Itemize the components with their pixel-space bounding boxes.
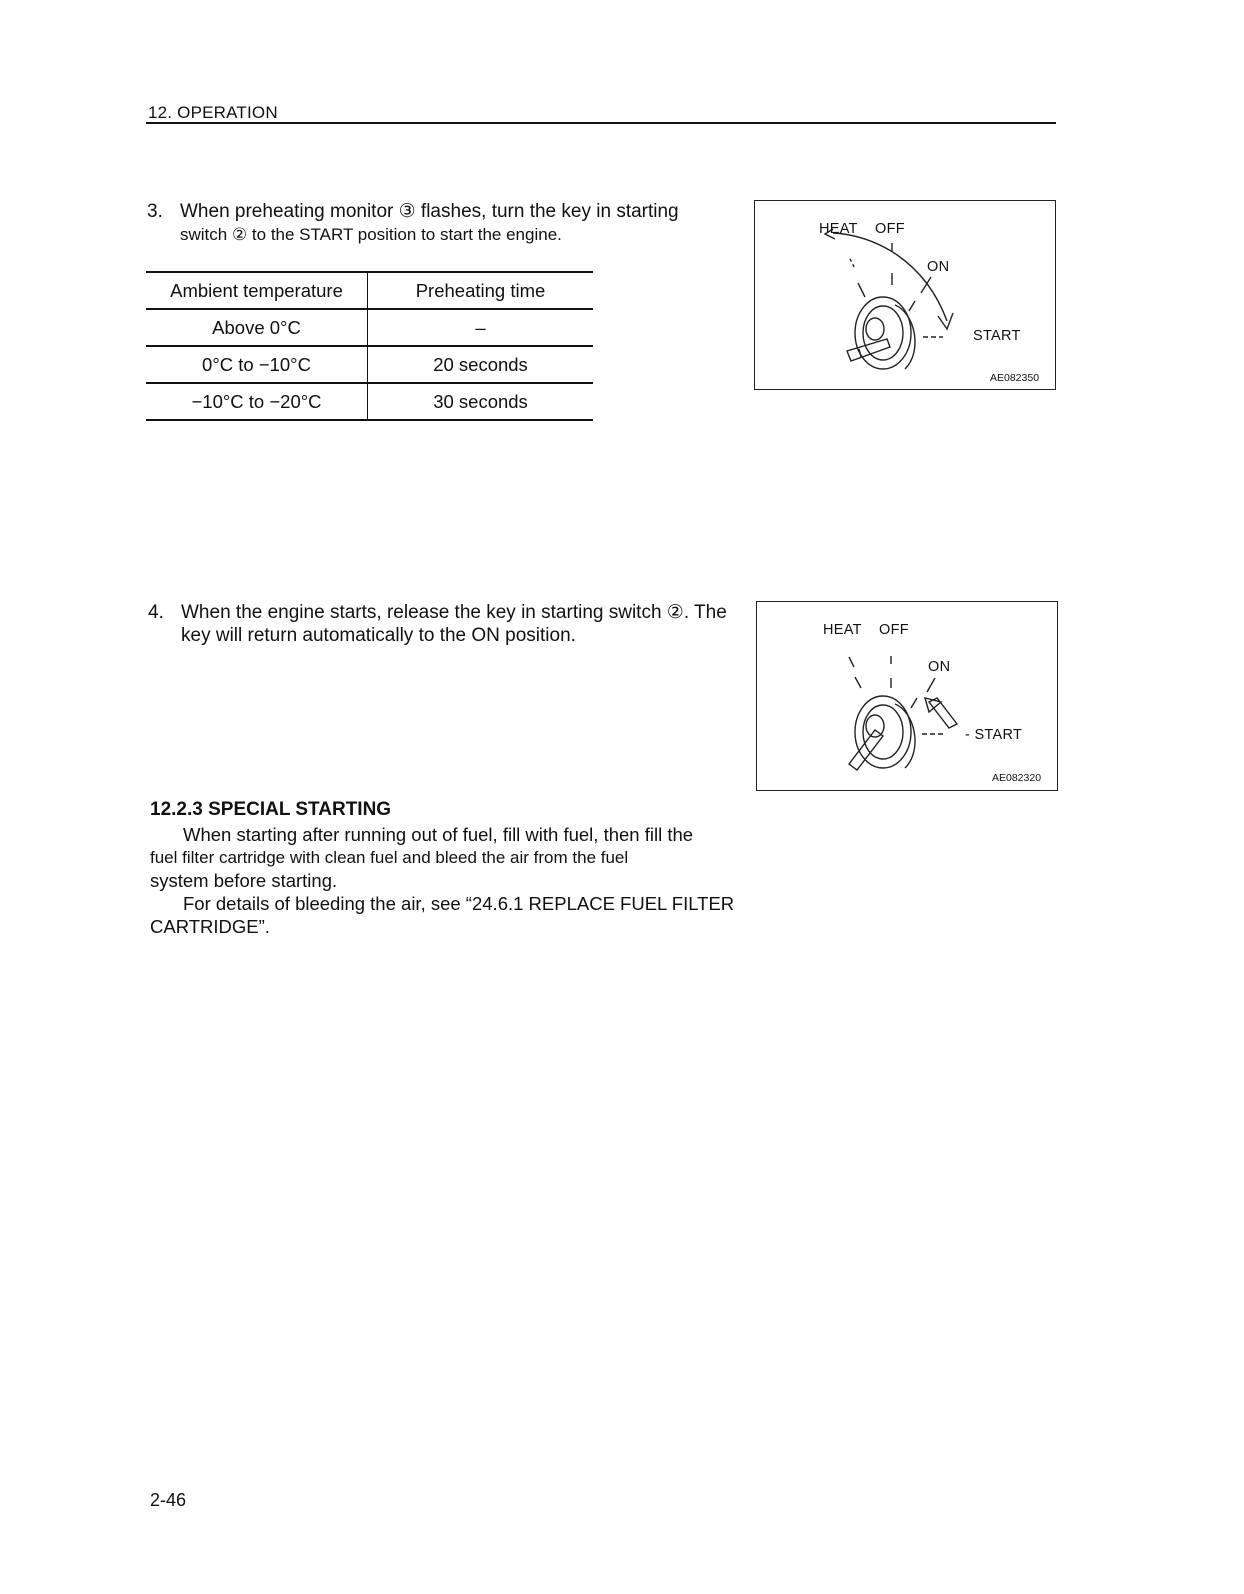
step-3-line-2: switch ② to the START position to start the engine. <box>180 225 562 244</box>
table-row <box>146 383 593 420</box>
table-cell: 30 seconds <box>368 383 594 420</box>
table-cell: – <box>368 309 594 346</box>
table-row <box>146 309 593 346</box>
figure-code: AE082320 <box>992 772 1042 784</box>
table-row <box>146 346 593 383</box>
preheating-table <box>146 271 593 421</box>
table-cell: 20 seconds <box>368 346 594 383</box>
paragraph-line: system before starting. <box>150 870 338 891</box>
label-off: OFF <box>879 622 909 638</box>
label-heat: HEAT <box>823 622 862 638</box>
section-heading-special-starting: 12.2.3 SPECIAL STARTING <box>150 799 392 820</box>
step-3-line-1: When preheating monitor ③ flashes, turn the key in starting <box>180 201 679 222</box>
step-4-number: 4. <box>148 602 164 623</box>
column-header-preheating-time: Preheating time <box>368 272 594 309</box>
label-start: - START <box>965 727 1023 743</box>
step-4-line-1: When the engine starts, release the key in starting switch ②. The <box>181 602 727 623</box>
paragraph-line-text: When starting after running out of fuel, fill with fuel, then fill the <box>183 824 694 845</box>
paragraph-line: fuel filter cartridge with clean fuel and bleed the air from the fuel <box>150 848 629 867</box>
paragraph-line <box>150 892 750 915</box>
label-on: ON <box>928 659 951 675</box>
paragraph-line: CARTRIDGE”. <box>150 916 270 937</box>
step-4-text <box>181 601 746 647</box>
table-cell: Above 0°C <box>146 309 368 346</box>
key-switch-start-illustration <box>755 201 1055 389</box>
figure-key-return-on-position <box>756 601 1058 791</box>
table-cell: 0°C to −10°C <box>146 346 368 383</box>
step-3-number: 3. <box>147 201 163 222</box>
table-cell: −10°C to −20°C <box>146 383 368 420</box>
step-3-text <box>180 200 745 246</box>
column-header-ambient-temperature: Ambient temperature <box>146 272 368 309</box>
figure-code: AE082350 <box>990 372 1040 384</box>
step-4 <box>148 601 748 651</box>
label-off: OFF <box>875 221 905 237</box>
page-number: 2-46 <box>150 1490 187 1510</box>
label-heat: HEAT <box>819 221 858 237</box>
special-starting-paragraph-1 <box>150 823 750 892</box>
header-rule <box>146 122 1056 124</box>
paragraph-line-text: For details of bleeding the air, see “24.6.1 REPLACE FUEL FILTER <box>183 893 735 914</box>
special-starting-paragraph-2 <box>150 892 750 938</box>
step-3 <box>147 200 747 250</box>
step-4-line-2: key will return automatically to the ON position. <box>181 625 576 646</box>
header-section-title: 12. OPERATION <box>148 103 278 122</box>
table-header-row <box>146 272 593 309</box>
figure-key-start-position <box>754 200 1056 390</box>
paragraph-line <box>150 823 750 846</box>
label-start: START <box>973 328 1021 344</box>
label-on: ON <box>927 259 950 275</box>
